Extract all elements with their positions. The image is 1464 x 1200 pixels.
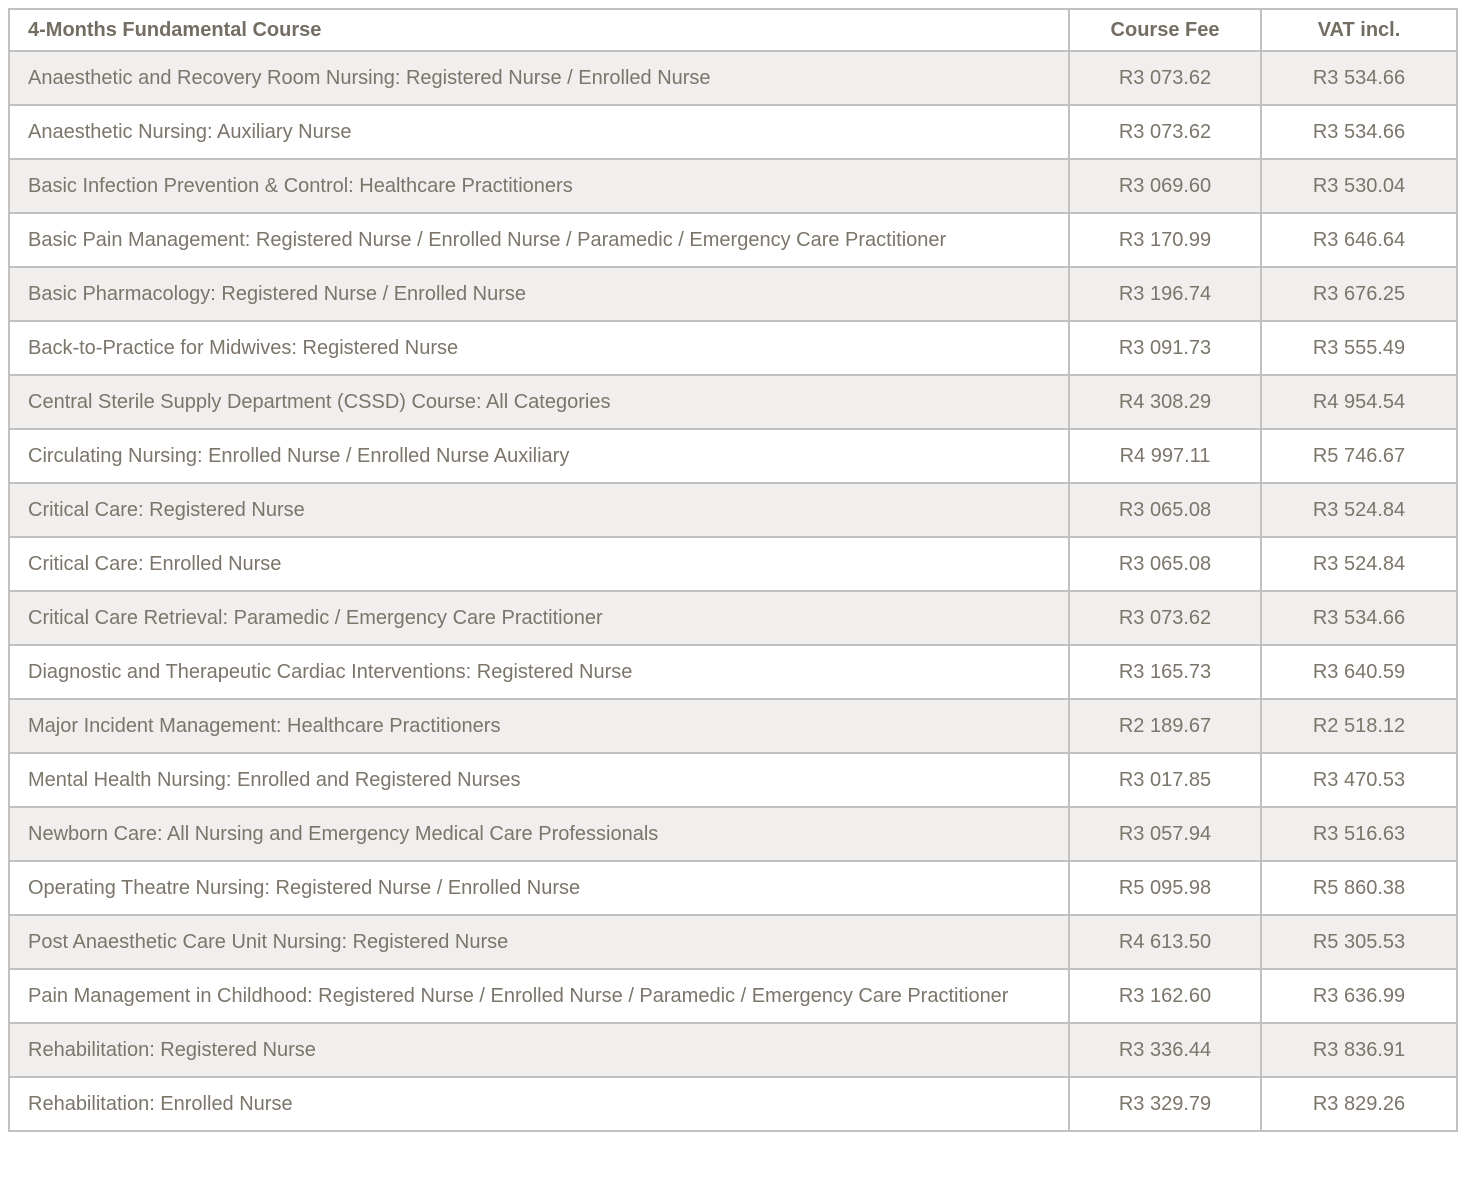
course-fee-cell: R4 308.29	[1069, 375, 1261, 429]
course-name-cell: Rehabilitation: Registered Nurse	[9, 1023, 1069, 1077]
course-name-cell: Circulating Nursing: Enrolled Nurse / Enrolled Nurse Auxiliary	[9, 429, 1069, 483]
course-name-cell: Central Sterile Supply Department (CSSD) Course: All Categories	[9, 375, 1069, 429]
vat-incl-cell: R3 524.84	[1261, 483, 1457, 537]
course-name-cell: Newborn Care: All Nursing and Emergency Medical Care Professionals	[9, 807, 1069, 861]
vat-incl-cell: R3 534.66	[1261, 51, 1457, 105]
course-fee-cell: R3 017.85	[1069, 753, 1261, 807]
course-name-cell: Major Incident Management: Healthcare Practitioners	[9, 699, 1069, 753]
course-fee-cell: R3 336.44	[1069, 1023, 1261, 1077]
vat-incl-cell: R3 836.91	[1261, 1023, 1457, 1077]
course-fee-cell: R3 091.73	[1069, 321, 1261, 375]
course-fee-cell: R5 095.98	[1069, 861, 1261, 915]
course-fee-cell: R3 057.94	[1069, 807, 1261, 861]
course-fee-cell: R2 189.67	[1069, 699, 1261, 753]
vat-incl-cell: R4 954.54	[1261, 375, 1457, 429]
course-name-cell: Operating Theatre Nursing: Registered Nurse / Enrolled Nurse	[9, 861, 1069, 915]
course-name-cell: Diagnostic and Therapeutic Cardiac Interventions: Registered Nurse	[9, 645, 1069, 699]
vat-incl-cell: R5 860.38	[1261, 861, 1457, 915]
course-name-cell: Critical Care Retrieval: Paramedic / Emergency Care Practitioner	[9, 591, 1069, 645]
table-row	[9, 1077, 1457, 1131]
course-fee-cell: R3 196.74	[1069, 267, 1261, 321]
table-row	[9, 321, 1457, 375]
table-row	[9, 105, 1457, 159]
course-name-cell: Anaesthetic Nursing: Auxiliary Nurse	[9, 105, 1069, 159]
vat-incl-cell: R3 516.63	[1261, 807, 1457, 861]
course-name-cell: Back-to-Practice for Midwives: Registered Nurse	[9, 321, 1069, 375]
table-row	[9, 807, 1457, 861]
course-fee-cell: R3 065.08	[1069, 537, 1261, 591]
course-name-cell: Basic Pain Management: Registered Nurse / Enrolled Nurse / Paramedic / Emergency Care Practitioner	[9, 213, 1069, 267]
course-fee-cell: R3 170.99	[1069, 213, 1261, 267]
column-header-course-fee: Course Fee	[1069, 9, 1261, 51]
vat-incl-cell: R3 524.84	[1261, 537, 1457, 591]
course-name-cell: Pain Management in Childhood: Registered Nurse / Enrolled Nurse / Paramedic / Emergency Care Practitioner	[9, 969, 1069, 1023]
course-pricing-table	[8, 8, 1458, 1132]
course-fee-cell: R3 165.73	[1069, 645, 1261, 699]
table-row	[9, 915, 1457, 969]
course-name-cell: Critical Care: Registered Nurse	[9, 483, 1069, 537]
table-row	[9, 267, 1457, 321]
table-row	[9, 213, 1457, 267]
vat-incl-cell: R3 534.66	[1261, 105, 1457, 159]
course-name-cell: Basic Infection Prevention & Control: Healthcare Practitioners	[9, 159, 1069, 213]
vat-incl-cell: R3 470.53	[1261, 753, 1457, 807]
column-header-course: 4-Months Fundamental Course	[9, 9, 1069, 51]
table-row	[9, 1023, 1457, 1077]
vat-incl-cell: R5 305.53	[1261, 915, 1457, 969]
vat-incl-cell: R3 636.99	[1261, 969, 1457, 1023]
course-fee-cell: R3 073.62	[1069, 105, 1261, 159]
vat-incl-cell: R3 640.59	[1261, 645, 1457, 699]
course-fee-cell: R4 613.50	[1069, 915, 1261, 969]
vat-incl-cell: R3 534.66	[1261, 591, 1457, 645]
course-fee-cell: R3 073.62	[1069, 591, 1261, 645]
table-row	[9, 51, 1457, 105]
course-fee-cell: R4 997.11	[1069, 429, 1261, 483]
header-row	[9, 9, 1457, 51]
table-row	[9, 159, 1457, 213]
table-row	[9, 645, 1457, 699]
table-row	[9, 483, 1457, 537]
table-row	[9, 861, 1457, 915]
course-fee-cell: R3 329.79	[1069, 1077, 1261, 1131]
course-name-cell: Basic Pharmacology: Registered Nurse / Enrolled Nurse	[9, 267, 1069, 321]
course-name-cell: Critical Care: Enrolled Nurse	[9, 537, 1069, 591]
course-table-body	[9, 51, 1457, 1131]
vat-incl-cell: R3 829.26	[1261, 1077, 1457, 1131]
course-name-cell: Rehabilitation: Enrolled Nurse	[9, 1077, 1069, 1131]
course-fee-cell: R3 069.60	[1069, 159, 1261, 213]
course-name-cell: Mental Health Nursing: Enrolled and Registered Nurses	[9, 753, 1069, 807]
table-row	[9, 969, 1457, 1023]
vat-incl-cell: R2 518.12	[1261, 699, 1457, 753]
course-fee-cell: R3 162.60	[1069, 969, 1261, 1023]
vat-incl-cell: R3 555.49	[1261, 321, 1457, 375]
vat-incl-cell: R5 746.67	[1261, 429, 1457, 483]
table-row	[9, 591, 1457, 645]
course-fee-cell: R3 073.62	[1069, 51, 1261, 105]
table-row	[9, 375, 1457, 429]
table-row	[9, 429, 1457, 483]
column-header-vat-incl: VAT incl.	[1261, 9, 1457, 51]
vat-incl-cell: R3 530.04	[1261, 159, 1457, 213]
table-row	[9, 537, 1457, 591]
table-row	[9, 699, 1457, 753]
vat-incl-cell: R3 646.64	[1261, 213, 1457, 267]
table-row	[9, 753, 1457, 807]
course-fee-cell: R3 065.08	[1069, 483, 1261, 537]
course-name-cell: Post Anaesthetic Care Unit Nursing: Registered Nurse	[9, 915, 1069, 969]
course-name-cell: Anaesthetic and Recovery Room Nursing: Registered Nurse / Enrolled Nurse	[9, 51, 1069, 105]
vat-incl-cell: R3 676.25	[1261, 267, 1457, 321]
table-header	[9, 9, 1457, 51]
